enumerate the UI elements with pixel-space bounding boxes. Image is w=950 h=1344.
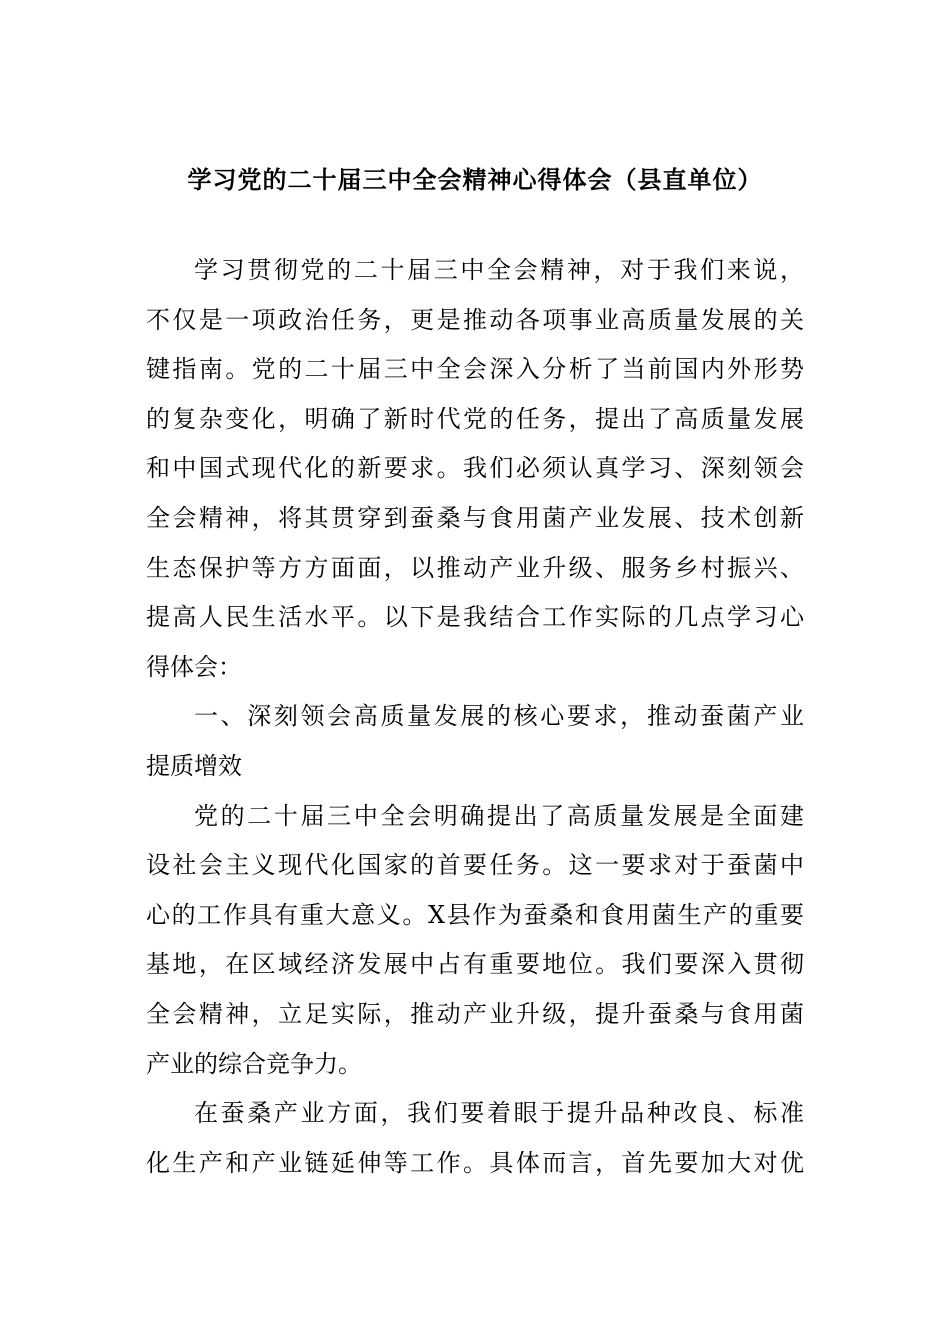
body-line: 设社会主义现代化国家的首要任务。这一要求对于蚕菌中 xyxy=(146,851,804,880)
document-body xyxy=(146,246,804,1188)
body-line: 不仅是一项政治任务，更是推动各项事业高质量发展的关 xyxy=(146,305,804,334)
body-line: 全会精神，将其贯穿到蚕桑与食用菌产业发展、技术创新 xyxy=(146,503,804,532)
body-line: 的复杂变化，明确了新时代党的任务，提出了高质量发展 xyxy=(146,404,804,433)
body-line: 一、深刻领会高质量发展的核心要求，推动蚕菌产业 xyxy=(194,702,804,731)
body-line: 学习贯彻党的二十届三中全会精神，对于我们来说， xyxy=(194,256,804,284)
body-line: 提质增效 xyxy=(146,751,242,780)
body-line: 得体会： xyxy=(146,652,242,681)
body-line: 党的二十届三中全会明确提出了高质量发展是全面建 xyxy=(194,801,804,830)
body-line: 化生产和产业链延伸等工作。具体而言，首先要加大对优 xyxy=(146,1148,804,1177)
body-line: 产业的综合竞争力。 xyxy=(146,1049,362,1078)
body-line: 提高人民生活水平。以下是我结合工作实际的几点学习心 xyxy=(146,603,804,632)
body-line: 基地，在区域经济发展中占有重要地位。我们要深入贯彻 xyxy=(146,950,804,979)
body-line: 在蚕桑产业方面，我们要着眼于提升品种改良、标准 xyxy=(194,1099,804,1128)
body-line: 心的工作具有重大意义。X县作为蚕桑和食用菌生产的重要 xyxy=(146,900,804,929)
body-line: 和中国式现代化的新要求。我们必须认真学习、深刻领会 xyxy=(146,454,804,483)
document-title: 学习党的二十届三中全会精神心得体会（县直单位） xyxy=(187,166,763,194)
body-line: 全会精神，立足实际，推动产业升级，提升蚕桑与食用菌 xyxy=(146,999,804,1028)
body-line: 键指南。党的二十届三中全会深入分析了当前国内外形势 xyxy=(146,355,804,384)
body-line: 生态保护等方方面面，以推动产业升级、服务乡村振兴、 xyxy=(146,553,804,582)
